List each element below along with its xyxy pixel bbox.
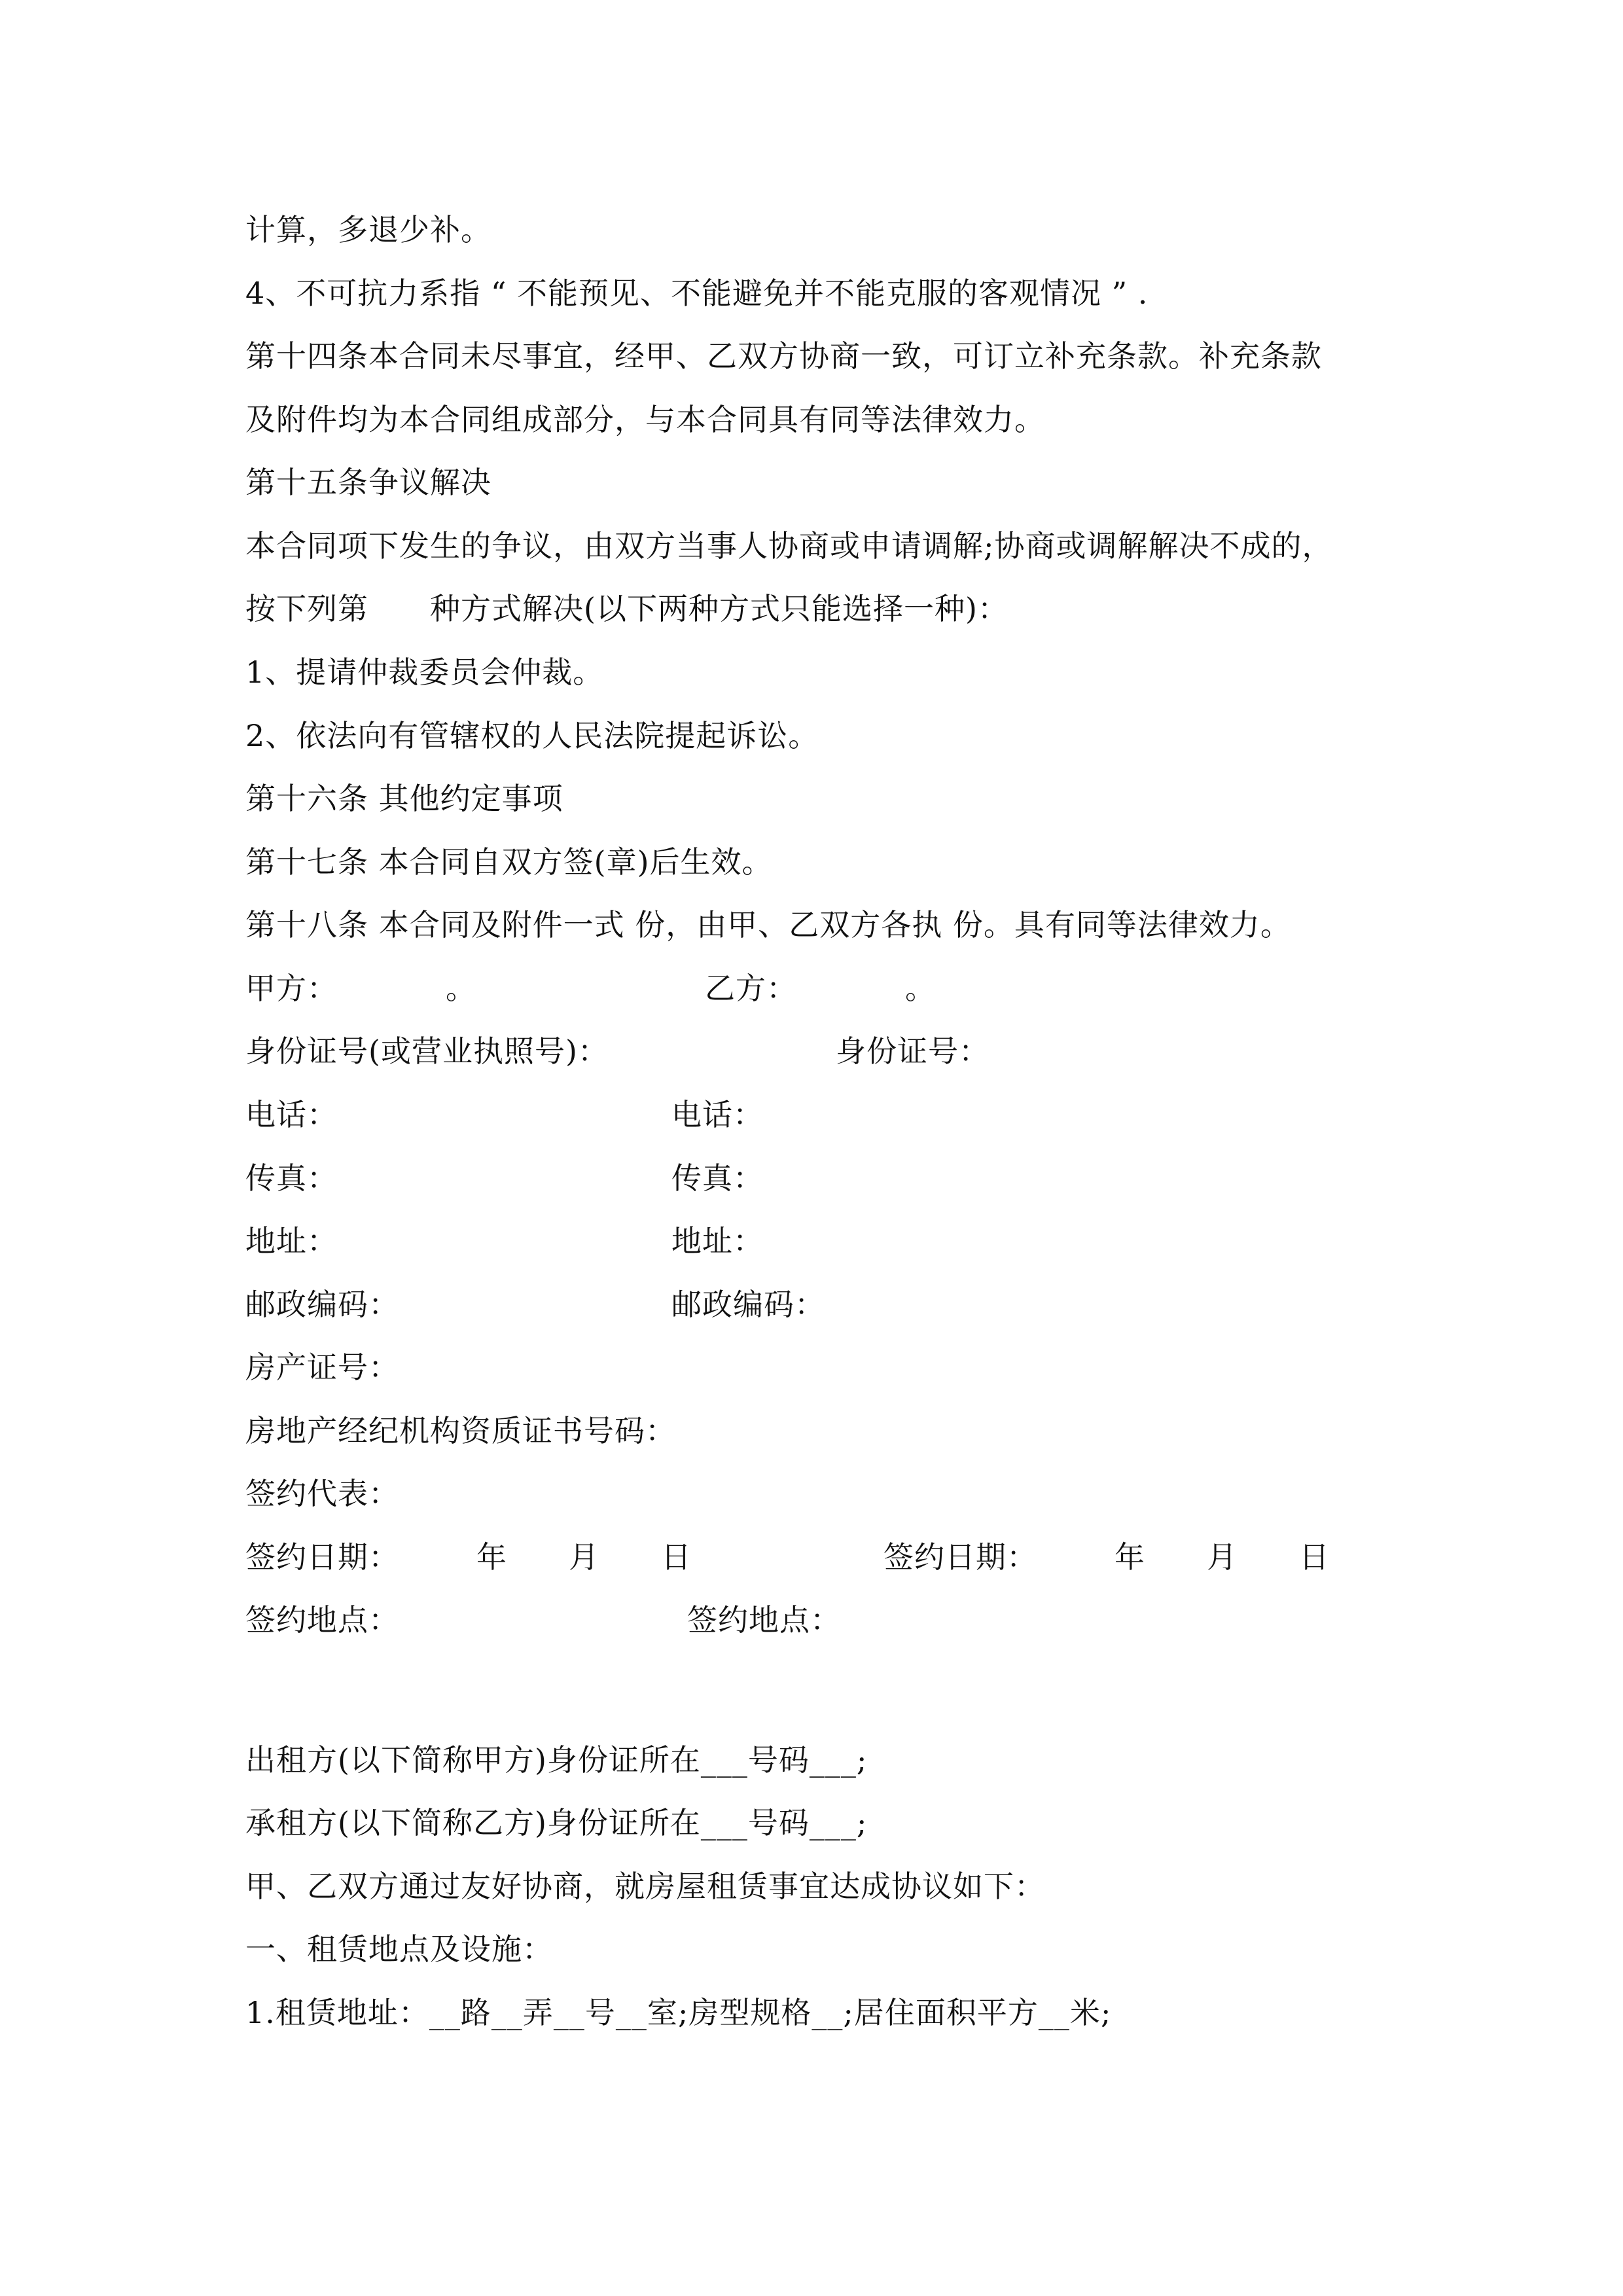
text-line: 第十四条本合同未尽事宜，经甲、乙双方协商一致，可订立补充条款。补充条款 bbox=[245, 338, 1322, 374]
text-line: 第十八条 本合同及附件一式 份，由甲、乙双方各执 份。具有同等法律效力。 bbox=[245, 907, 1291, 942]
lease-address-line: 1.租赁地址：__路__弄__号__室;房型规格__;居住面积平方__米; bbox=[245, 1995, 1112, 2030]
place-b-label: 签约地点： bbox=[687, 1602, 841, 1638]
party-a-label: 甲方： 。 bbox=[245, 971, 476, 1006]
postcode-b-label: 邮政编码： bbox=[671, 1287, 825, 1322]
date-b-label: 签约日期： 年 月 日 bbox=[883, 1539, 1330, 1575]
section-heading: 第十五条争议解决 bbox=[245, 465, 491, 500]
id-b-label: 身份证号： bbox=[836, 1033, 990, 1069]
text-line: 计算，多退少补。 bbox=[245, 212, 491, 247]
fax-b-label: 传真： bbox=[671, 1160, 764, 1196]
lessor-line: 出租方(以下简称甲方)身份证所在___号码___; bbox=[245, 1742, 868, 1778]
lessee-line: 承租方(以下简称乙方)身份证所在___号码___; bbox=[245, 1805, 868, 1840]
section-heading: 一、租赁地点及设施： bbox=[245, 1931, 553, 1967]
phone-b-label: 电话： bbox=[671, 1097, 764, 1132]
place-a-label: 签约地点： bbox=[245, 1602, 399, 1638]
representative-label: 签约代表： bbox=[245, 1476, 399, 1511]
agency-cert-label: 房地产经纪机构资质证书号码： bbox=[245, 1413, 676, 1448]
party-b-label: 乙方： 。 bbox=[705, 971, 936, 1006]
address-a-label: 地址： bbox=[245, 1223, 338, 1259]
agreement-intro: 甲、乙双方通过友好协商，就房屋租赁事宜达成协议如下： bbox=[245, 1869, 1045, 1904]
section-heading: 第十六条 其他约定事项 bbox=[245, 781, 563, 816]
text-line: 按下列第 种方式解决(以下两种方式只能选择一种)： bbox=[245, 591, 1008, 626]
fax-a-label: 传真： bbox=[245, 1160, 338, 1196]
date-a-label: 签约日期： 年 月 日 bbox=[245, 1539, 692, 1575]
text-line: 4、不可抗力系指 “ 不能预见、不能避免并不能克服的客观情况 ” . bbox=[245, 276, 1149, 311]
postcode-a-label: 邮政编码： bbox=[245, 1287, 399, 1322]
text-line: 1、提请仲裁委员会仲裁。 bbox=[245, 655, 604, 690]
text-line: 2、依法向有管辖权的人民法院提起诉讼。 bbox=[245, 718, 819, 753]
property-cert-label: 房产证号： bbox=[245, 1350, 399, 1385]
text-line: 第十七条 本合同自双方签(章)后生效。 bbox=[245, 844, 773, 880]
text-line: 及附件均为本合同组成部分，与本合同具有同等法律效力。 bbox=[245, 402, 1045, 437]
phone-a-label: 电话： bbox=[245, 1097, 338, 1132]
text-line: 本合同项下发生的争议，由双方当事人协商或申请调解;协商或调解解决不成的， bbox=[245, 528, 1333, 564]
id-a-label: 身份证号(或营业执照号)： bbox=[245, 1033, 609, 1069]
address-b-label: 地址： bbox=[671, 1223, 764, 1259]
